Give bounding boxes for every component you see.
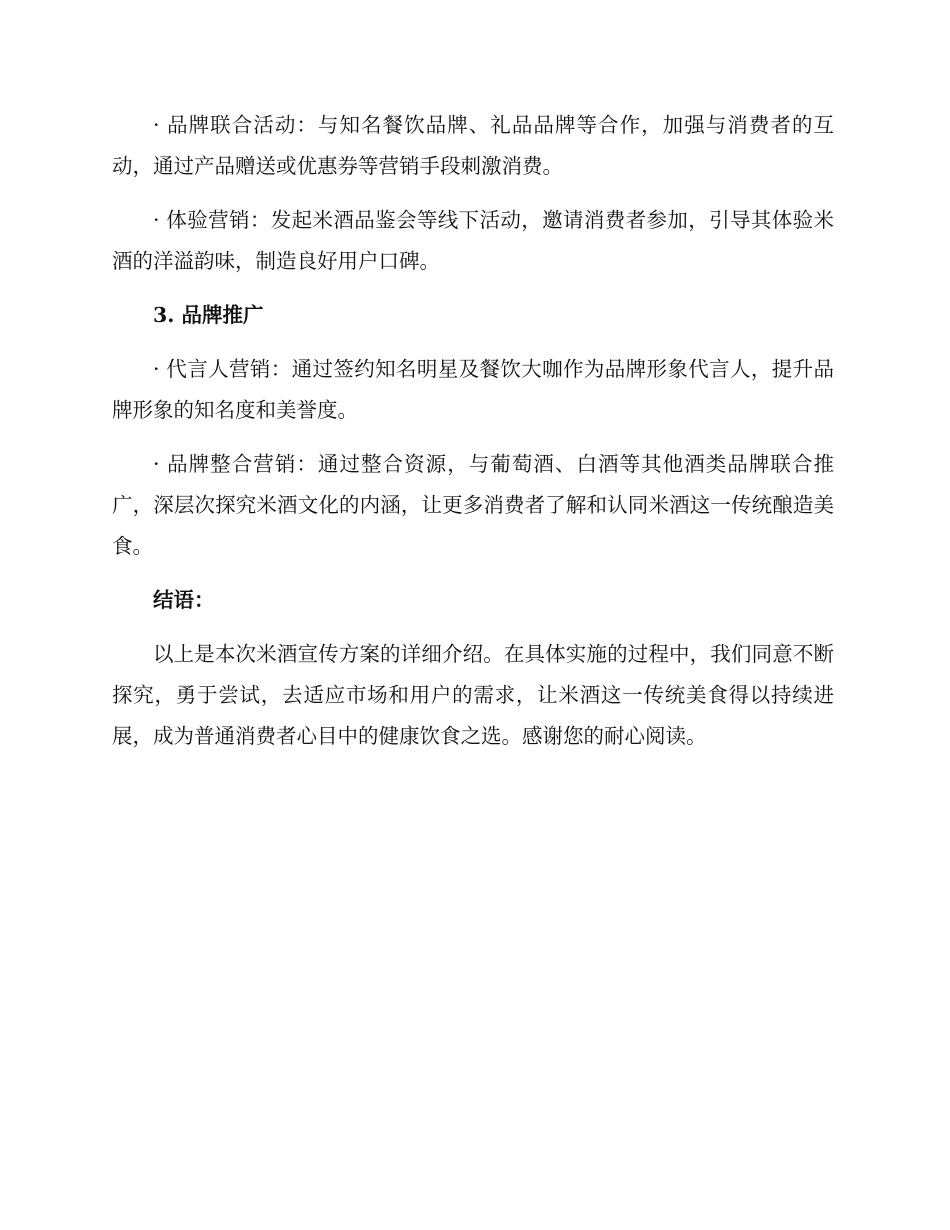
heading-conclusion: 结语： bbox=[153, 588, 215, 612]
document-body bbox=[112, 105, 834, 770]
paragraph-experience-marketing: · 体验营销：发起米酒品鉴会等线下活动，邀请消费者参加，引导其体验米酒的洋溢韵味，制造良好用户口碑。 bbox=[112, 208, 834, 273]
heading-brand-promotion: 3. 品牌推广 bbox=[153, 303, 264, 327]
paragraph-spokesperson-marketing: · 代言人营销：通过签约知名明星及餐饮大咖作为品牌形象代言人，提升品牌形象的知名度和美誉度。 bbox=[112, 357, 834, 422]
paragraph-integrated-marketing: · 品牌整合营销：通过整合资源，与葡萄酒、白酒等其他酒类品牌联合推广，深层次探究米酒文化的内涵，让更多消费者了解和认同米酒这一传统酿造美食。 bbox=[112, 452, 834, 558]
paragraph-conclusion: 以上是本次米酒宣传方案的详细介绍。在具体实施的过程中，我们同意不断探究，勇于尝试，去适应市场和用户的需求，让米酒这一传统美食得以持续进展，成为普通消费者心目中的健康饮食之选。感谢您的耐心阅读。 bbox=[112, 642, 834, 748]
paragraph-brand-joint-activity: · 品牌联合活动：与知名餐饮品牌、礼品品牌等合作，加强与消费者的互动，通过产品赠送或优惠券等营销手段刺激消费。 bbox=[112, 113, 834, 178]
